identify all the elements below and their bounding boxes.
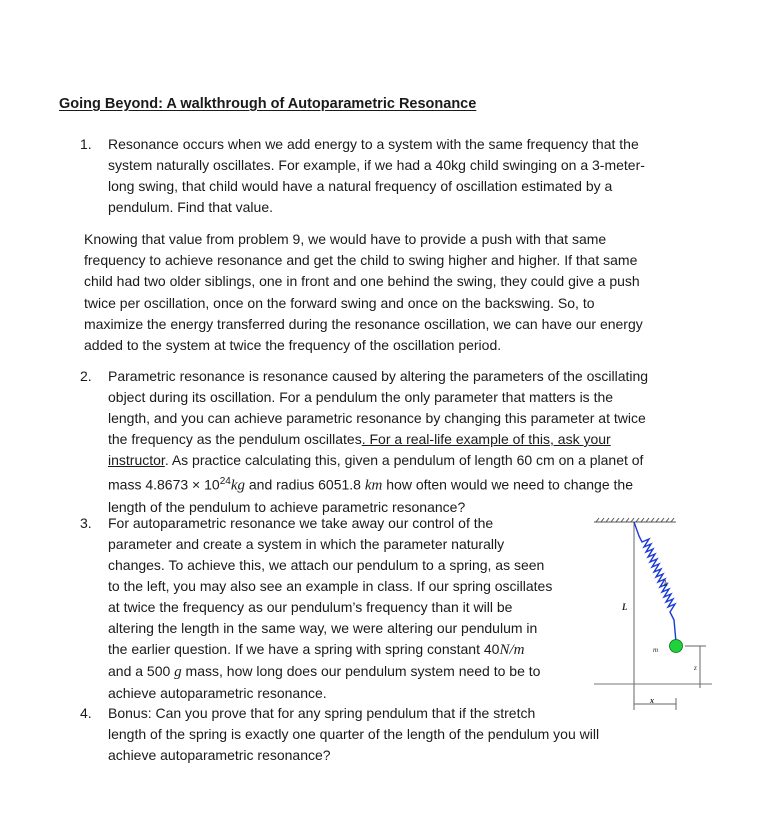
question-3	[80, 513, 552, 704]
text-line	[108, 661, 552, 683]
text-line: length of the pendulum to achieve parametric resonance?	[108, 498, 466, 515]
text-line: achieve autoparametric resonance.	[108, 685, 327, 701]
text-fragment: mass, how long does our pendulum system need to be to	[181, 663, 541, 679]
text-line: achieve autoparametric resonance?	[108, 747, 331, 763]
instructor-link[interactable]: . For a real-life example of this, ask your	[361, 431, 611, 447]
label-m: m	[653, 646, 659, 654]
unit: g	[174, 664, 182, 680]
text-line: Parametric resonance is resonance caused by altering the parameters of the oscillating	[108, 368, 649, 384]
text-line: twice per oscillation, once on the forward swing and once on the backswing. So, to	[84, 294, 595, 311]
unit: kg	[230, 477, 245, 494]
text-line: to the left, you may also see an example in class. If our spring oscillates	[108, 578, 553, 594]
text-line: pendulum. Find that value.	[108, 199, 273, 215]
text-line: length of the spring is exactly one quarter of the length of the pendulum you will	[108, 726, 600, 742]
text-line: system naturally oscillates. For example, if we had a 40kg child swinging on a 3-meter-	[108, 157, 645, 173]
text-line: maximize the energy transferred during the resonance oscillation, we can have our energy	[84, 315, 643, 332]
text-fragment: . As practice calculating this, given a pendulum of length 60 cm on a planet of	[164, 452, 644, 468]
text-line: parameter and create a system in which the parameter naturally	[108, 536, 505, 552]
text-fragment: how often would we need to change the	[382, 476, 633, 493]
text-fragment: and a 500	[108, 663, 175, 679]
label-k: k	[664, 579, 668, 588]
unit: N/m	[499, 642, 525, 658]
text-line	[108, 639, 552, 661]
text-fragment: the frequency as the pendulum oscillates	[108, 431, 362, 447]
question-number: 2.	[80, 368, 92, 384]
text-line	[108, 450, 648, 471]
question-number: 3.	[80, 515, 92, 531]
text-line: For autoparametric resonance we take away our control of the	[108, 515, 494, 531]
label-x: x	[650, 696, 654, 705]
label-L: L	[622, 602, 628, 612]
question-number: 1.	[80, 136, 92, 152]
text-line: object during its oscillation. For a pendulum the only parameter that matters is the	[108, 389, 614, 405]
question-4	[80, 703, 599, 766]
text-line: Knowing that value from problem 9, we would have to provide a push with that same	[84, 231, 607, 247]
spring-pendulum-figure	[588, 512, 718, 734]
explanation-paragraph	[84, 229, 684, 356]
text-line: long swing, that child would have a natural frequency of oscillation estimated by a	[108, 178, 613, 194]
text-line: length, and you can achieve parametric resonance by changing this parameter at twice	[108, 410, 646, 426]
spring	[634, 522, 676, 642]
text-fragment: mass 4.8673 × 10	[108, 476, 220, 493]
pendulum-mass	[670, 640, 683, 653]
text-fragment: the earlier question. If we have a spring with spring constant 40	[108, 641, 500, 657]
text-line: added to the system at twice the frequency of the oscillation period.	[84, 337, 502, 354]
text-fragment: and radius 6051.8	[244, 476, 365, 493]
exponent: 24	[219, 476, 231, 487]
text-line: frequency to achieve resonance and get the child to swing higher and higher. If that same	[84, 252, 638, 269]
unit: km	[364, 477, 383, 494]
page-title: Going Beyond: A walkthrough of Autoparametric Resonance	[59, 96, 477, 112]
text-line	[108, 471, 648, 497]
text-line: at twice the frequency as our pendulum’s frequency than it will be	[108, 599, 513, 615]
question-2	[80, 366, 648, 518]
text-line	[108, 429, 648, 450]
text-line: Bonus: Can you prove that for any spring pendulum that if the stretch	[108, 705, 536, 721]
question-number: 4.	[80, 705, 92, 721]
label-z: z	[694, 664, 697, 672]
ceiling-hatch	[594, 518, 676, 522]
text-line: changes. To achieve this, we attach our pendulum to a spring, as seen	[108, 557, 545, 573]
question-1	[80, 134, 645, 218]
text-line: altering the length in the same way, we were altering our pendulum in	[108, 620, 538, 636]
text-line: child had two older siblings, one in front and one behind the swing, they could give a push	[84, 273, 640, 290]
text-line: Resonance occurs when we add energy to a system with the same frequency that the	[108, 136, 639, 152]
instructor-link-end[interactable]: instructor	[108, 452, 165, 468]
